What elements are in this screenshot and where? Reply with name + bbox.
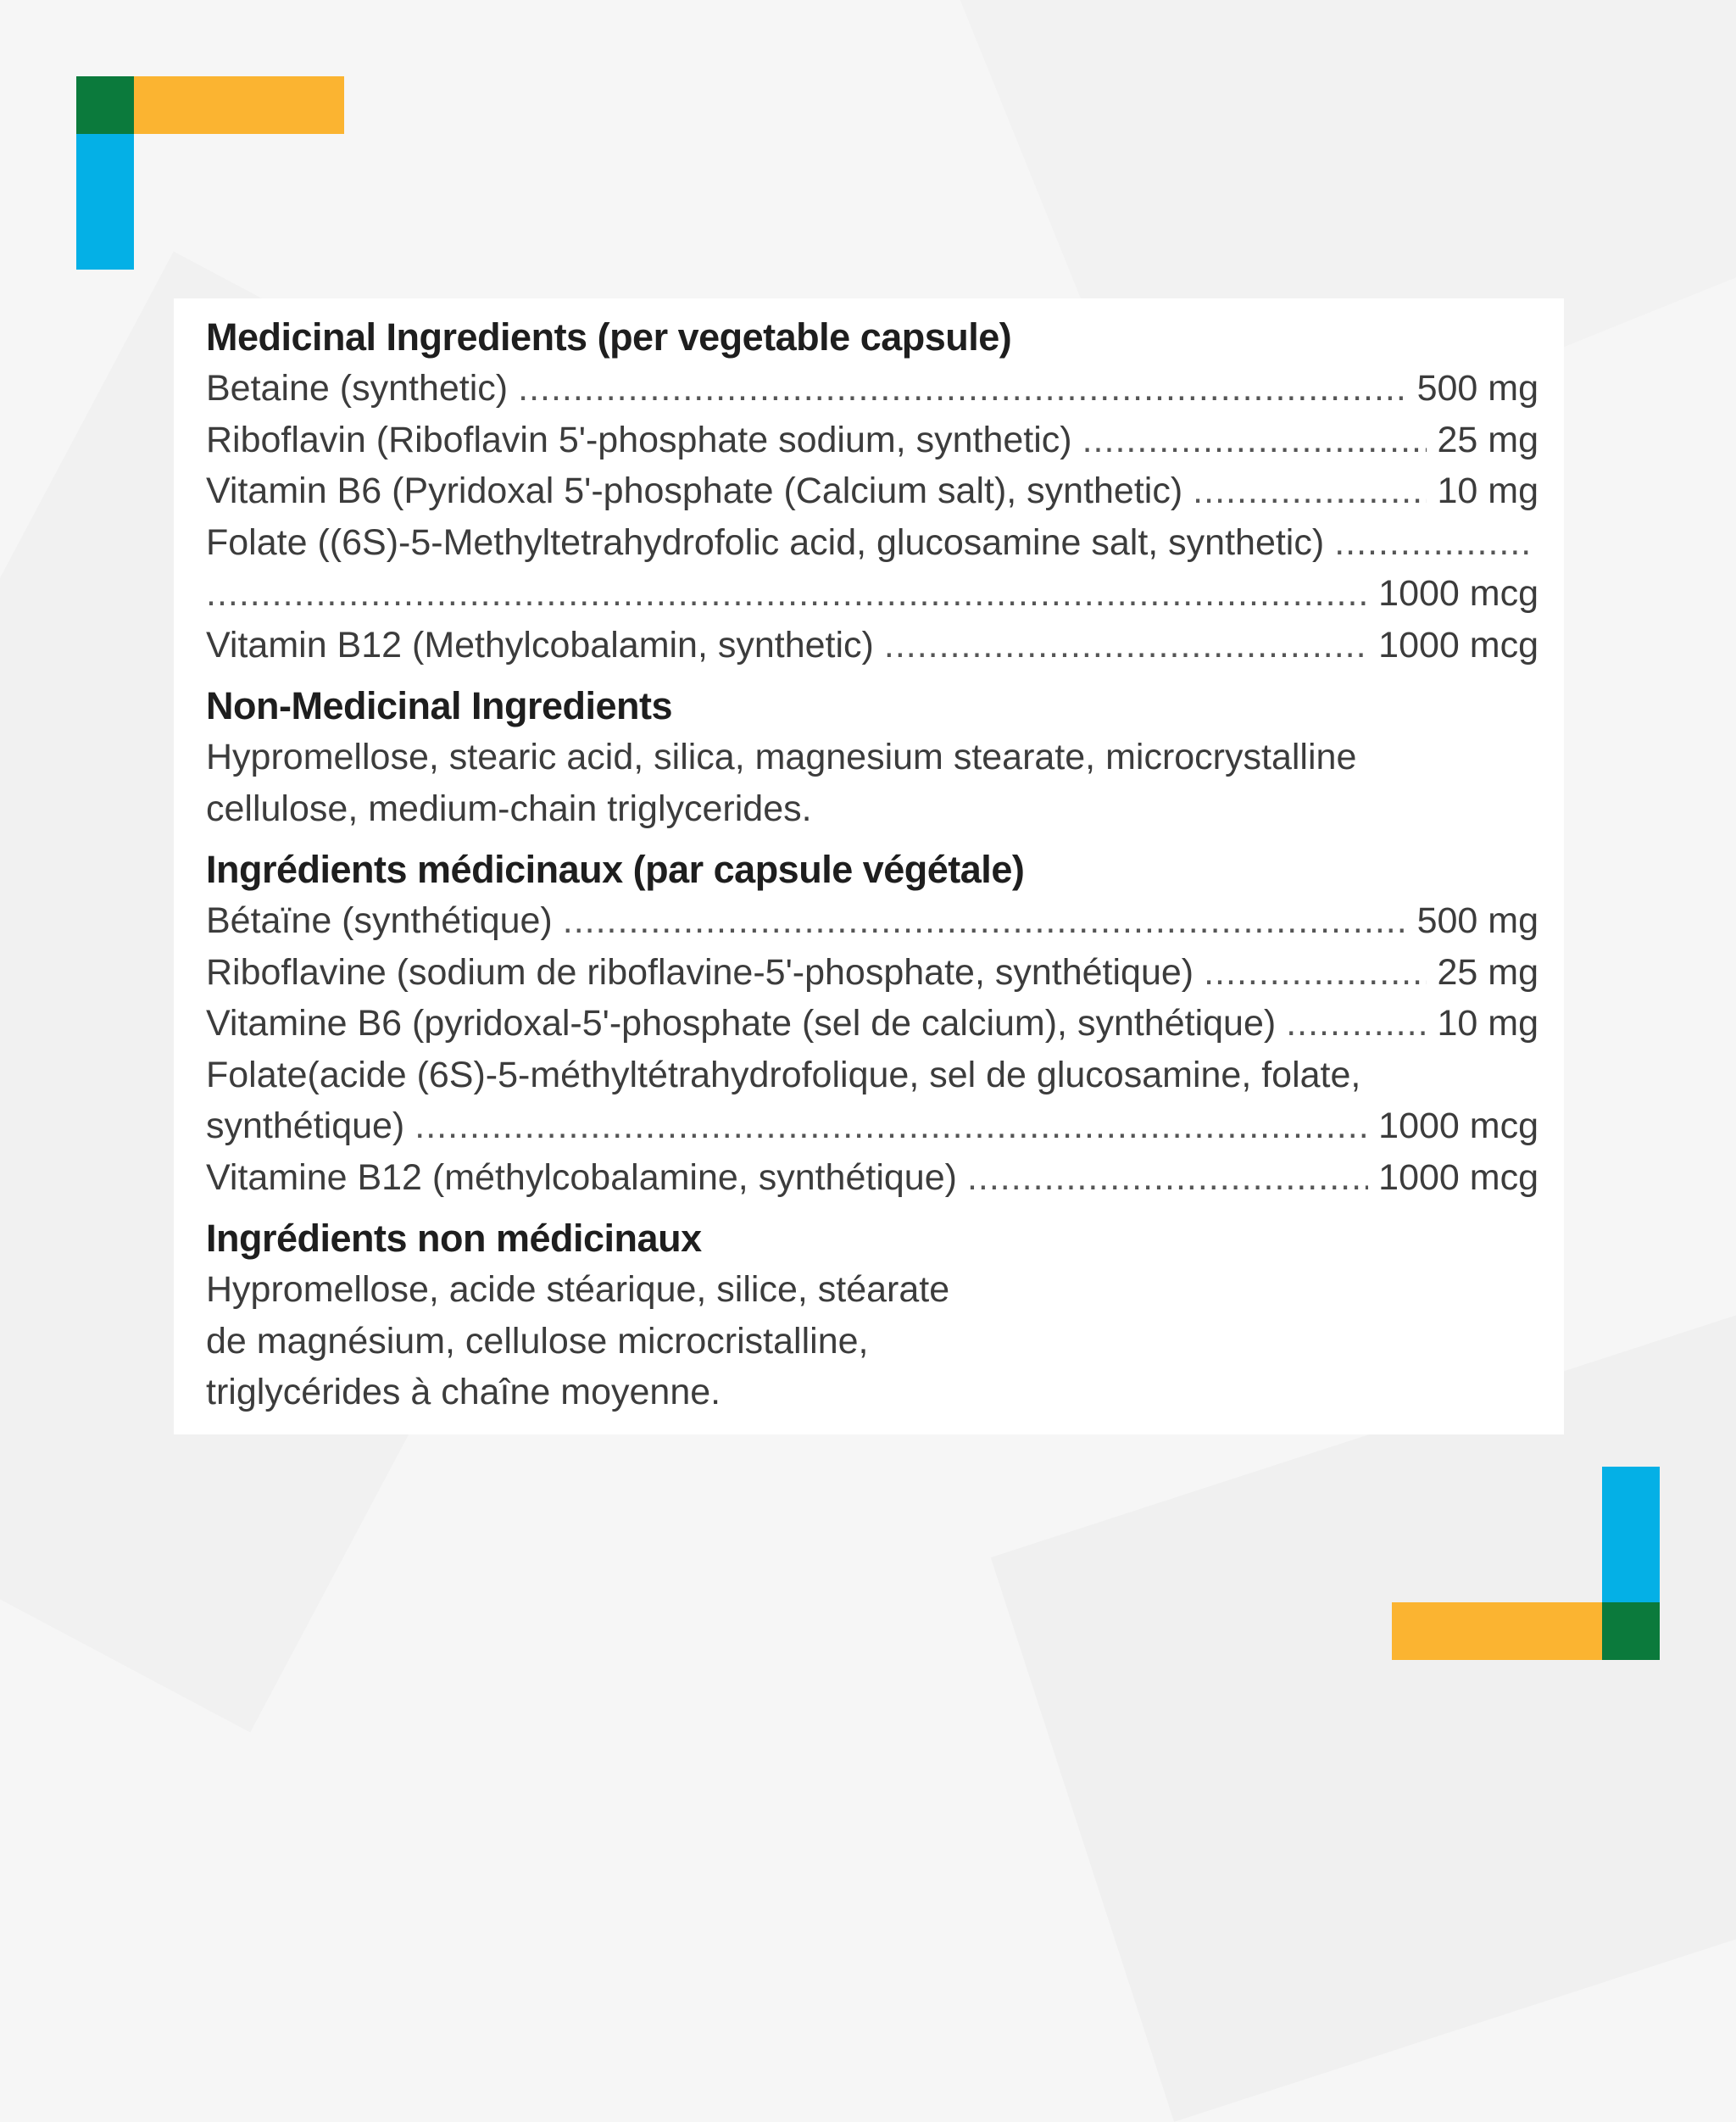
dot-leader — [1204, 947, 1427, 999]
ingredient-name: Vitamine B12 (méthylcobalamine, synthétique) — [206, 1156, 957, 1198]
en-medicinal-heading: Medicinal Ingredients (per vegetable capsule) — [206, 315, 1012, 359]
ingredient-quantity: 25 mg — [1437, 419, 1538, 460]
text-line: Hypromellose, stearic acid, silica, magnesium stearate, microcrystalline — [206, 737, 1357, 777]
ingredient-quantity: 10 mg — [1437, 471, 1538, 511]
ingredient-quantity: 500 mg — [1416, 368, 1538, 409]
ingredient-row — [206, 363, 1538, 415]
dot-leader — [1082, 415, 1427, 466]
ingredient-quantity: 500 mg — [1416, 900, 1538, 941]
dot-leader — [967, 1152, 1368, 1204]
ingredient-row-continuation — [206, 1100, 1538, 1152]
text-line: triglycérides à chaîne moyenne. — [206, 1372, 721, 1412]
dot-leader — [1334, 517, 1532, 569]
ingredient-row — [206, 620, 1538, 671]
corner-bracket-bottom-right-yellow — [1392, 1602, 1602, 1660]
text-line: Hypromellose, acide stéarique, silice, stéarate — [206, 1269, 950, 1310]
ingredient-row — [206, 998, 1538, 1050]
ingredient-name: Vitamin B12 (Methylcobalamin, synthetic) — [206, 624, 874, 666]
ingredient-name: Betaine (synthetic) — [206, 368, 509, 409]
ingredient-quantity: 10 mg — [1437, 1003, 1538, 1044]
dot-leader — [1286, 998, 1427, 1050]
ingredient-name: synthétique) — [206, 1106, 405, 1146]
ingredient-row — [206, 1050, 1538, 1101]
dot-leader — [884, 620, 1368, 671]
ingredient-name: Folate ((6S)-5-Methyltetrahydrofolic acid, glucosamine salt, synthetic) — [206, 521, 1325, 563]
corner-bracket-bottom-right-blue — [1602, 1467, 1660, 1602]
corner-bracket-bottom-right-green — [1602, 1602, 1660, 1660]
ingredient-name: Vitamine B6 (pyridoxal-5'-phosphate (sel de calcium), synthétique) — [206, 1003, 1277, 1044]
en-non-medicinal-text — [206, 732, 1538, 834]
text-line: cellulose, medium-chain triglycerides. — [206, 788, 812, 829]
fr-medicinal-heading: Ingrédients médicinaux (par capsule végétale) — [206, 848, 1025, 891]
ingredient-name: Riboflavine (sodium de riboflavine-5'-phosphate, synthétique) — [206, 951, 1194, 993]
dot-leader — [1193, 465, 1427, 517]
ingredient-row — [206, 465, 1538, 517]
ingredient-row — [206, 415, 1538, 466]
ingredient-row-continuation — [206, 568, 1538, 620]
corner-bracket-top-left-yellow — [134, 76, 344, 134]
ingredient-name: Riboflavin (Riboflavin 5'-phosphate sodium, synthetic) — [206, 419, 1072, 460]
ingredient-row — [206, 1152, 1538, 1204]
ingredient-name: Folate(acide (6S)-5-méthyltétrahydrofolique, sel de glucosamine, folate, — [206, 1054, 1361, 1095]
fr-non-medicinal-heading: Ingrédients non médicinaux — [206, 1217, 702, 1260]
ingredient-quantity: 1000 mcg — [1378, 1106, 1538, 1146]
ingredient-label — [206, 312, 1538, 1418]
corner-bracket-top-left-green — [76, 76, 134, 134]
ingredient-quantity: 1000 mcg — [1378, 573, 1538, 614]
ingredient-quantity: 25 mg — [1437, 951, 1538, 993]
ingredient-quantity: 1000 mcg — [1378, 1156, 1538, 1198]
dot-leader — [415, 1100, 1368, 1152]
fr-non-medicinal-text — [206, 1264, 1538, 1418]
en-non-medicinal-heading: Non-Medicinal Ingredients — [206, 684, 673, 727]
ingredient-row — [206, 895, 1538, 947]
ingredient-name: Vitamin B6 (Pyridoxal 5'-phosphate (Calcium salt), synthetic) — [206, 471, 1183, 511]
dot-leader — [206, 568, 1368, 620]
ingredient-name: Bétaïne (synthétique) — [206, 900, 553, 941]
dot-leader — [518, 363, 1406, 415]
ingredient-row — [206, 517, 1538, 569]
dot-leader — [563, 895, 1407, 947]
corner-bracket-top-left-blue — [76, 134, 134, 270]
text-line: de magnésium, cellulose microcristalline, — [206, 1320, 869, 1362]
ingredient-quantity: 1000 mcg — [1378, 624, 1538, 666]
ingredient-row — [206, 947, 1538, 999]
